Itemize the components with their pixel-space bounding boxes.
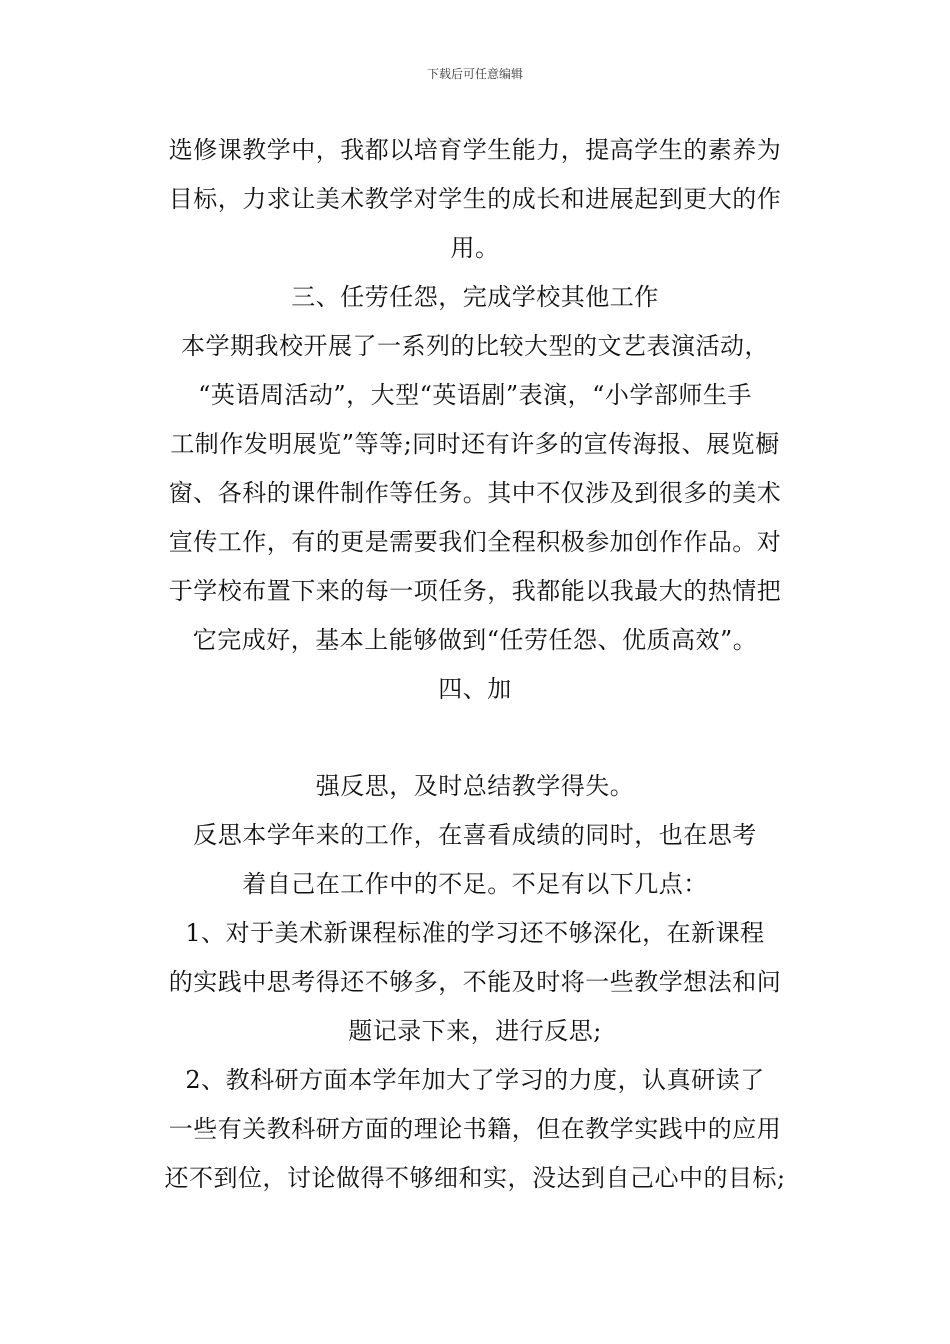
- text-line: 窗、各科的课件制作等任务。其中不仅涉及到很多的美术: [168, 479, 782, 507]
- text-line: 1、对于美术新课程标准的学习还不够深化，在新课程: [185, 919, 765, 947]
- text-line: 它完成好，基本上能够做到“任劳任怨、优质高效”。: [192, 626, 758, 654]
- text-line: 一些有关教科研方面的理论书籍，但在教学实践中的应用: [168, 1115, 782, 1143]
- blank-gap: [0, 714, 950, 762]
- section-heading: 四、加: [438, 675, 512, 703]
- document-body: [0, 126, 950, 1203]
- text-line: 目标，力求让美术教学对学生的成长和进展起到更大的作: [168, 185, 782, 213]
- page-header: 下载后可任意编辑: [426, 67, 523, 81]
- text-line: 选修课教学中，我都以培育学生能力，提高学生的素养为: [168, 136, 782, 164]
- text-line: 还不到位，讨论做得不够细和实，没达到自己心中的目标;: [164, 1164, 786, 1192]
- text-line: 本学期我校开展了一系列的比较大型的文艺表演活动，: [181, 332, 769, 360]
- text-line: 强反思，及时总结教学得失。: [315, 772, 635, 800]
- text-line: 反思本学年来的工作，在喜看成绩的同时，也在思考: [193, 821, 757, 849]
- text-line: 宣传工作，有的更是需要我们全程积极参加创作作品。对: [168, 528, 782, 556]
- text-line: 工制作发明展览”等等;同时还有许多的宣传海报、展览橱: [170, 430, 780, 458]
- text-line: 题记录下来，进行反思;: [348, 1017, 602, 1045]
- text-line: 于学校布置下来的每一项任务，我都能以我最大的热情把: [168, 577, 782, 605]
- text-line: 2、教科研方面本学年加大了学习的力度，认真研读了: [185, 1066, 765, 1094]
- text-line: 着自己在工作中的不足。不足有以下几点：: [242, 870, 708, 898]
- text-line: “英语周活动”，大型“英语剧”表演，“小学部师生手: [198, 381, 752, 409]
- text-line: 的实践中思考得还不够多，不能及时将一些教学想法和问: [168, 968, 782, 996]
- text-line: 用。: [450, 234, 500, 262]
- section-heading: 三、任劳任怨，完成学校其他工作: [291, 283, 659, 311]
